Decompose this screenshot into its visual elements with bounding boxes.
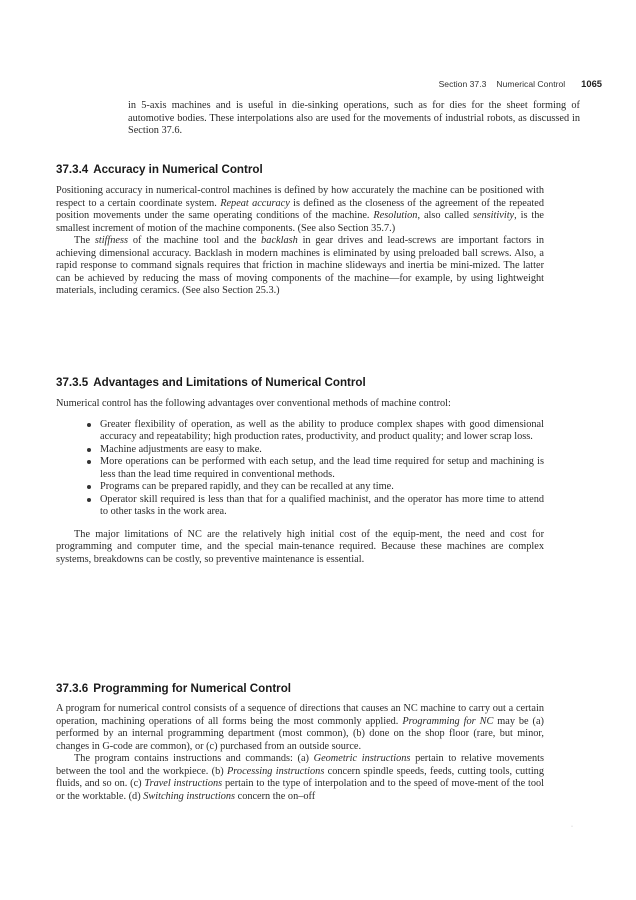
term: Geometric instructions (313, 753, 411, 764)
section-body-37-3-4 (56, 185, 544, 298)
paragraph: A program for numerical control consists of a sequence of directions that causes an NC machine to carry out a certain operation, machining operations of all forms being the most commonly applied. Programming for NC may be (a) performed by an internal programming department (most common), (b) done on the shop floor (rare, but minor, changes in G-code are common), or (c) purchased from an outside source. (56, 703, 544, 752)
paragraph: The major limitations of NC are the relatively high initial cost of the equip-ment, the need and cost for programming and computer time, and the special main-tenance required. Because these machines are complex systems, breakdowns can be costly, so preventive maintenance is essential. (56, 528, 544, 565)
term: Processing instructions (227, 765, 325, 777)
intro-text: in 5-axis machines and is useful in die-sinking operations, such as for dies for the sheet forming of automotive bodies. These interpolations also are used for the movements of industrial robots, as discussed in Section 37.6. (128, 100, 580, 136)
term: Programming for NC (402, 715, 494, 727)
advantages-list (56, 419, 544, 519)
paragraph: Positioning accuracy in numerical-control machines is defined by how accurately the machine can be positioned with respect to a certain coordinate system. Repeat accuracy is defined as the closeness of the agreement of the repeated position movements under the same operating conditions of the machine. Resolution, also called sensitivity, is the smallest increment of motion of the machine components. (See also Section 35.7.) (56, 185, 544, 234)
term: Resolution (373, 210, 418, 221)
term: sensitivity (472, 210, 515, 221)
bullet-icon (87, 448, 91, 452)
paragraph: The stiffness of the machine tool and the backlash in gear drives and lead-screws are important factors in achieving dimensional accuracy. Backlash in modern machines is eliminated by using preloaded ball screws. Also, a rapid response to command signals requires that friction in machine slideways and inertia be mini-mized. The latter can be achieved by reducing the mass of moving components of the machine—for example, by using lightweight materials, including ceramics. (See also Section 25.3.) (56, 235, 544, 296)
list-item: Greater flexibility of operation, as well as the ability to produce complex shapes with good dimensional accuracy and repeatability; high production rates, productivity, and product quality; and lower scrap loss. (100, 419, 544, 444)
header-chapter: Numerical Control (496, 79, 566, 89)
section-number: 37.3.4 (56, 163, 89, 176)
list-item: Operator skill required is less than that for a qualified machinist, and the operator has more time to attend to other tasks in the work area. (100, 494, 544, 519)
term: backlash (261, 235, 298, 246)
section-title: Programming for Numerical Control (93, 682, 291, 695)
paragraph: The program contains instructions and commands: (a) Geometric instructions pertain to relative movements between the tool and the workpiece. (b) Processing instructions concern spindle speeds, feeds, cutting tools, cutting fluids, and so on. (c) Travel instructions pertain to the type of interpolation and to the speed of move-ment of the tool or the worktable. (d) Switching instructions concern the on–off (56, 753, 544, 802)
bullet-icon (87, 498, 91, 502)
section-heading-37-3-6 (56, 682, 556, 695)
list-item: More operations can be performed with each setup, and the lead time required for setup and machining is less than the lead time required in conventional methods. (100, 456, 544, 481)
section-number: 37.3.5 (56, 376, 89, 389)
section-heading-37-3-4 (56, 163, 556, 176)
section-title: Accuracy in Numerical Control (93, 163, 263, 176)
bullet-icon (87, 423, 91, 427)
list-item: Machine adjustments are easy to make. (100, 444, 544, 457)
paragraph: Numerical control has the following advantages over conventional methods of machine control: (56, 398, 451, 409)
bullet-icon (87, 485, 91, 489)
term: Travel instructions (144, 778, 223, 789)
section-body-37-3-5 (56, 398, 544, 566)
section-body-37-3-6 (56, 703, 544, 803)
term: Repeat accuracy (220, 197, 290, 209)
term: stiffness (94, 235, 129, 246)
list-item: Programs can be prepared rapidly, and they can be recalled at any time. (100, 481, 544, 494)
section-title: Advantages and Limitations of Numerical Control (93, 376, 366, 389)
running-header (439, 78, 602, 89)
section-heading-37-3-5 (56, 376, 556, 389)
bullet-icon (87, 460, 91, 464)
intro-paragraph (92, 100, 580, 138)
page-number: 1065 (581, 78, 602, 89)
section-number: 37.3.6 (56, 682, 89, 695)
header-section: Section 37.3 (438, 79, 487, 89)
scan-speck: · (571, 824, 573, 830)
term: Switching instructions (143, 790, 236, 802)
